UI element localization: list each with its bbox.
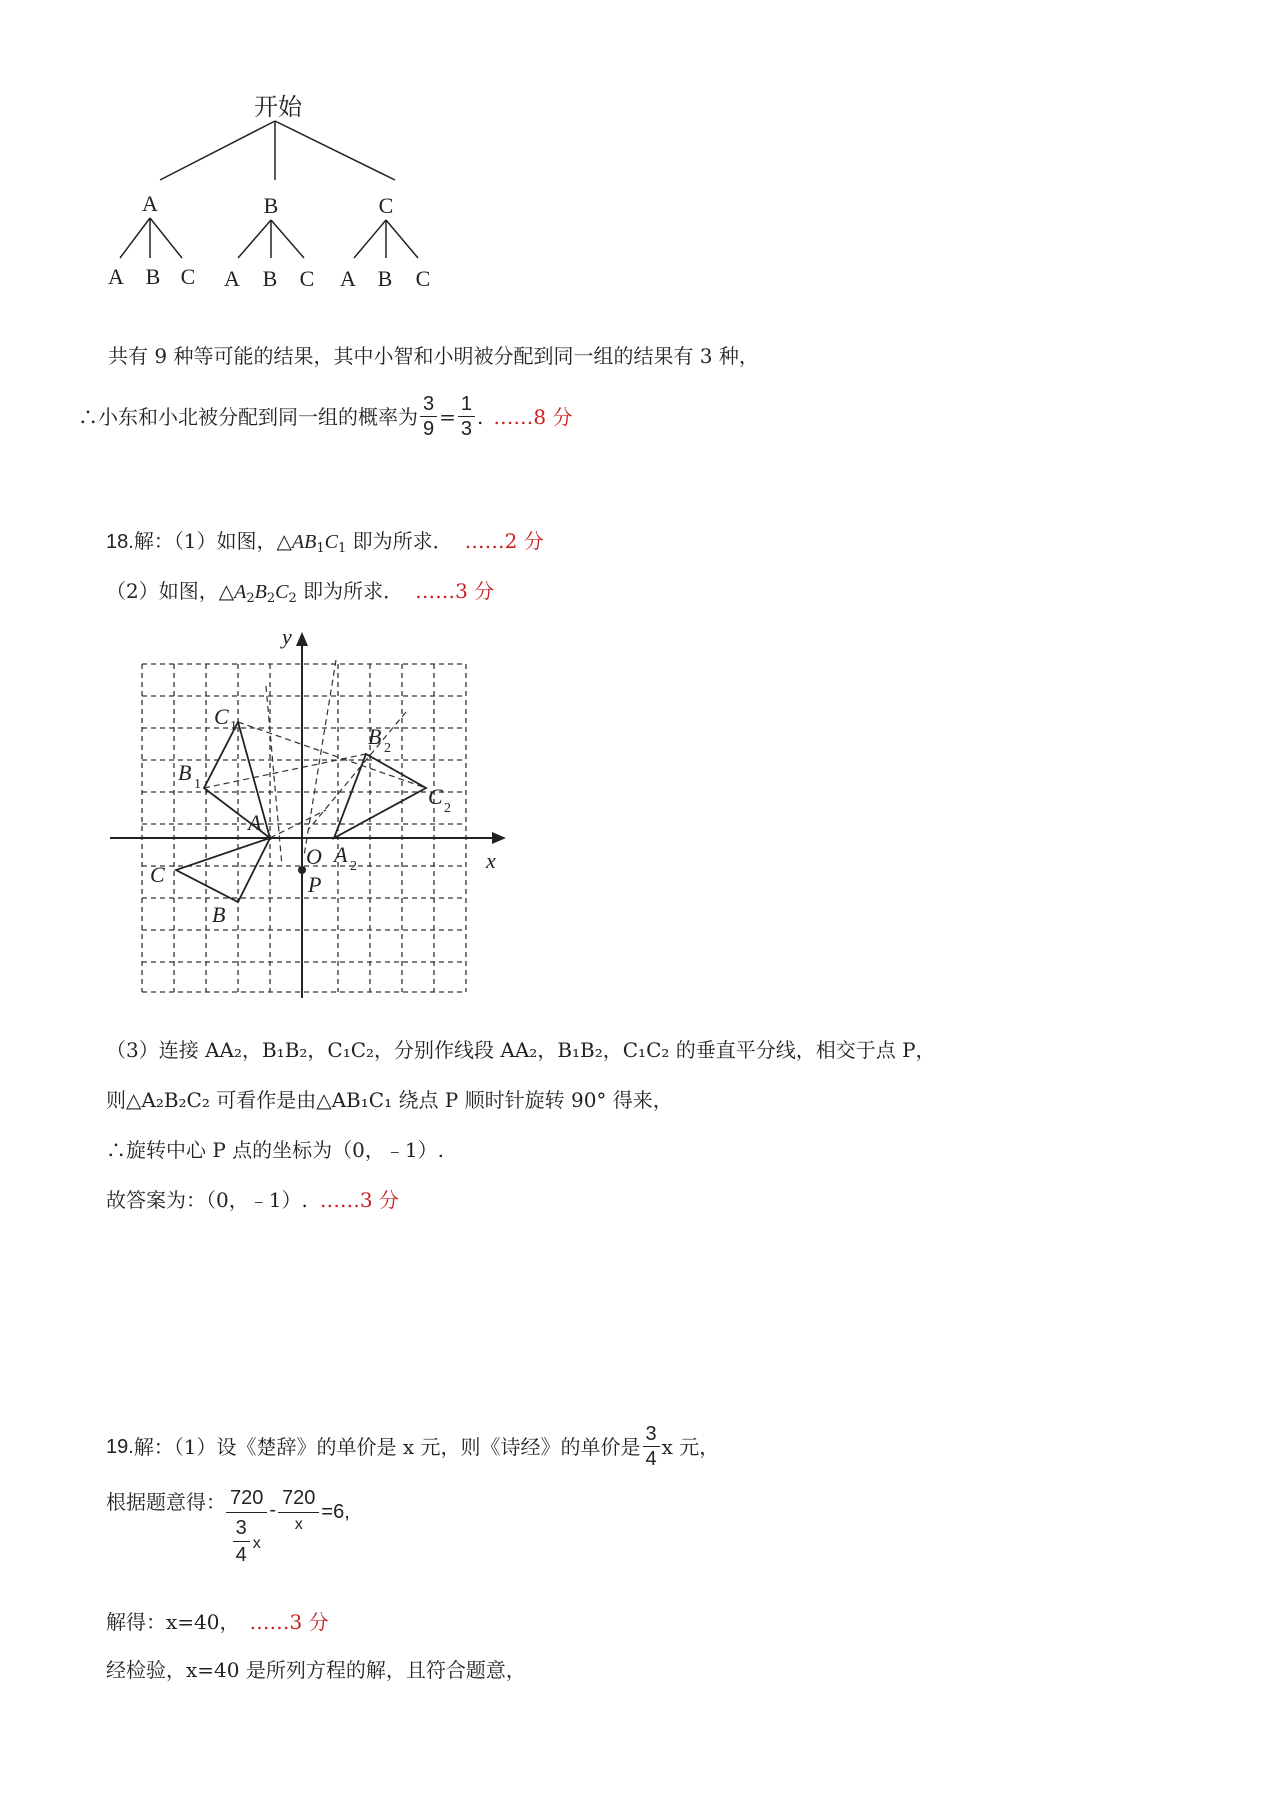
label-b2: B [368, 724, 382, 749]
q18-part2-a: A [234, 581, 247, 603]
eq-frac2-numerator: 720 [278, 1484, 319, 1513]
q18-part2 [106, 577, 494, 606]
fraction-numerator: 3 [420, 392, 437, 417]
q19-part1-text-b: x 元， [661, 1434, 720, 1459]
q19-part2 [106, 1484, 350, 1568]
q17-fraction-3-9 [420, 392, 437, 441]
tree-leaf: A [340, 266, 356, 291]
eq-tail: =6, [321, 1501, 350, 1523]
q18-part1-tri: AB [291, 531, 317, 553]
q19-part3-score: ……3 分 [249, 1610, 329, 1634]
label-b2-sub: 2 [384, 741, 391, 756]
q17-equals: = [439, 404, 456, 429]
label-c1: C [214, 704, 229, 729]
tree-leaf: B [145, 264, 161, 289]
fraction-numerator: 1 [458, 392, 475, 417]
label-c2: C [428, 784, 443, 809]
q17-line2 [78, 392, 572, 441]
q19-part1-text-a: 解：（1）设《楚辞》的单价是 x 元，则《诗经》的单价是 [133, 1434, 641, 1459]
q18-sub: 2 [288, 591, 297, 606]
q18-part2-text-a: （2）如图，△ [106, 579, 235, 603]
eq-big-denominator [233, 1515, 261, 1568]
q17-period: . [477, 404, 484, 429]
q19-part2-text: 根据题意得： [106, 1490, 226, 1514]
q18-number: 18. [106, 531, 134, 553]
q18-part3-line1-text: （3）连接 AA₂，B₁B₂，C₁C₂，分别作线段 AA₂，B₁B₂，C₁C₂ 的垂直平分线，相交于点 P， [106, 1038, 936, 1062]
label-a2: A [334, 842, 348, 867]
eq-big-numerator: 720 [226, 1484, 267, 1513]
fraction-denominator: 4 [645, 1448, 657, 1470]
tree-node-a: A [142, 191, 158, 216]
q19-part4 [106, 1656, 526, 1684]
q18-part2-c: C [275, 581, 289, 603]
q18-sub: 1 [316, 541, 325, 556]
fraction-denominator: 9 [423, 418, 435, 440]
label-p: P [308, 872, 322, 897]
eq-small-fraction [233, 1515, 250, 1568]
label-a2-sub: 2 [350, 859, 357, 874]
tree-leaf: C [180, 264, 196, 289]
label-a: A [248, 810, 262, 835]
q18-part1 [106, 527, 544, 556]
eq-small-denominator: 4 [235, 1544, 247, 1566]
q18-part3-score: ……3 分 [319, 1188, 399, 1212]
label-c: C [150, 862, 165, 887]
q18-part3-line4-text: 故答案为：（0，﹣1）. [106, 1188, 308, 1212]
q18-sub: 2 [266, 591, 276, 606]
q18-part3-line2-text: 则△A₂B₂C₂ 可看作是由△AB₁C₁ 绕点 P 顺时针旋转 90° 得来， [106, 1088, 673, 1112]
q17-score: ……8 分 [493, 404, 573, 429]
q18-part3-line2 [106, 1086, 673, 1114]
q17-line1-text: 共有 9 种等可能的结果，其中小智和小明被分配到同一组的结果有 3 种， [108, 344, 759, 368]
q18-part2-text-b: 即为所求． [296, 579, 404, 603]
q19-number: 19. [106, 1435, 134, 1458]
coordinate-grid [100, 620, 520, 1020]
q19-fraction-3-4 [643, 1422, 660, 1471]
eq-small-numerator: 3 [233, 1515, 250, 1542]
eq-small-x: x [252, 1534, 261, 1552]
q18-part2-b: B [254, 581, 267, 603]
eq-frac2-denominator: x [294, 1516, 303, 1533]
q18-part1-text-b: 即为所求． [346, 529, 453, 553]
eq-big-fraction [226, 1484, 267, 1568]
q18-part3-line1 [106, 1036, 936, 1064]
label-c1-sub: 1 [230, 719, 237, 734]
q18-part1-c: C [324, 531, 338, 553]
q19-part3 [106, 1608, 329, 1636]
tree-node-b: B [263, 193, 279, 218]
axis-y-label: y [282, 624, 292, 649]
fraction-denominator: 3 [460, 418, 473, 440]
q18-part1-score: ……2 分 [464, 529, 544, 553]
q17-line1 [108, 342, 759, 370]
label-b: B [212, 902, 226, 927]
tree-leaf: A [224, 266, 240, 291]
q18-part2-score: ……3 分 [415, 579, 495, 603]
q19-equation [226, 1484, 350, 1568]
q18-sub: 2 [246, 591, 255, 606]
q19-part3-text: 解得：x=40， [106, 1610, 240, 1634]
q17-fraction-1-3 [458, 392, 475, 441]
q17-line2-prefix: ∴小东和小北被分配到同一组的概率为 [78, 404, 418, 429]
q18-part3-line4 [106, 1186, 399, 1214]
tree-leaf: A [108, 264, 124, 289]
eq-minus: - [269, 1499, 277, 1521]
label-b1-sub: 1 [194, 777, 201, 792]
tree-leaf: B [262, 266, 278, 291]
label-b1: B [178, 760, 192, 785]
tree-leaf: C [299, 266, 315, 291]
tree-leaf: C [415, 266, 431, 291]
q19-part1 [106, 1422, 719, 1471]
tree-diagram [100, 88, 460, 328]
q18-part3-line3-text: ∴旋转中心 P 点的坐标为（0，﹣1）. [106, 1138, 444, 1162]
axis-x-label: x [486, 848, 496, 873]
q18-sub: 1 [337, 541, 347, 556]
eq-frac2 [278, 1484, 319, 1537]
tree-root: 开始 [254, 95, 302, 121]
origin-label: O [306, 844, 322, 869]
q18-part3-line3 [106, 1136, 444, 1164]
q18-part1-text-a: 解：（1）如图，△ [133, 529, 292, 553]
q19-part4-text: 经检验，x=40 是所列方程的解，且符合题意， [106, 1658, 526, 1682]
label-c2-sub: 2 [444, 801, 451, 816]
fraction-numerator: 3 [643, 1422, 660, 1447]
tree-node-c: C [378, 193, 394, 218]
tree-leaf: B [377, 266, 393, 291]
